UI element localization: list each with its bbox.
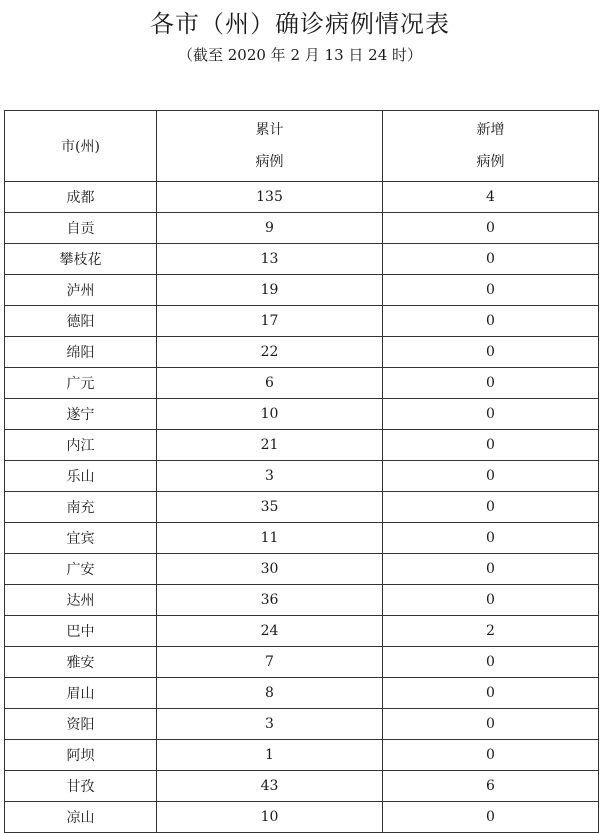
header-cumulative-line2: 病例	[255, 154, 284, 170]
table-row	[5, 771, 599, 802]
city-cell: 广安	[5, 554, 157, 585]
table-row	[5, 678, 599, 709]
city-cell: 绵阳	[5, 337, 157, 368]
table-row	[5, 213, 599, 244]
city-cell: 资阳	[5, 709, 157, 740]
cumulative-cell: 35	[157, 492, 383, 523]
table-row	[5, 709, 599, 740]
new-cell: 0	[383, 802, 599, 833]
city-cell: 巴中	[5, 616, 157, 647]
city-cell: 泸州	[5, 275, 157, 306]
cumulative-cell: 6	[157, 368, 383, 399]
table-row	[5, 337, 599, 368]
cumulative-cell: 11	[157, 523, 383, 554]
cumulative-cell: 135	[157, 182, 383, 213]
cumulative-cell: 43	[157, 771, 383, 802]
table-row	[5, 616, 599, 647]
cumulative-cell: 3	[157, 709, 383, 740]
city-cell: 雅安	[5, 647, 157, 678]
new-cell: 0	[383, 647, 599, 678]
table-header-row	[5, 111, 599, 182]
cumulative-cell: 10	[157, 399, 383, 430]
new-cell: 0	[383, 213, 599, 244]
city-cell: 达州	[5, 585, 157, 616]
new-cell: 0	[383, 709, 599, 740]
city-cell: 广元	[5, 368, 157, 399]
table-row	[5, 461, 599, 492]
city-cell: 南充	[5, 492, 157, 523]
new-cell: 0	[383, 554, 599, 585]
new-cell: 0	[383, 368, 599, 399]
new-cell: 0	[383, 399, 599, 430]
header-new	[383, 111, 599, 182]
cumulative-cell: 1	[157, 740, 383, 771]
city-cell: 阿坝	[5, 740, 157, 771]
new-cell: 0	[383, 430, 599, 461]
header-cumulative-line1: 累计	[255, 122, 284, 138]
table-row	[5, 430, 599, 461]
cumulative-cell: 9	[157, 213, 383, 244]
table-row	[5, 523, 599, 554]
new-cell: 2	[383, 616, 599, 647]
city-cell: 眉山	[5, 678, 157, 709]
city-cell: 凉山	[5, 802, 157, 833]
new-cell: 0	[383, 740, 599, 771]
new-cell: 0	[383, 244, 599, 275]
cumulative-cell: 36	[157, 585, 383, 616]
cumulative-cell: 24	[157, 616, 383, 647]
cumulative-cell: 17	[157, 306, 383, 337]
new-cell: 6	[383, 771, 599, 802]
header-new-line1: 新增	[476, 122, 505, 138]
table-row	[5, 275, 599, 306]
cases-table	[4, 110, 599, 833]
city-cell: 自贡	[5, 213, 157, 244]
page-subtitle: （截至 2020 年 2 月 13 日 24 时）	[177, 46, 423, 64]
city-cell: 内江	[5, 430, 157, 461]
table-row	[5, 554, 599, 585]
city-cell: 宜宾	[5, 523, 157, 554]
cumulative-cell: 21	[157, 430, 383, 461]
new-cell: 0	[383, 275, 599, 306]
table-row	[5, 647, 599, 678]
cumulative-cell: 3	[157, 461, 383, 492]
header-cumulative	[157, 111, 383, 182]
new-cell: 0	[383, 461, 599, 492]
cumulative-cell: 13	[157, 244, 383, 275]
city-cell: 乐山	[5, 461, 157, 492]
table-row	[5, 306, 599, 337]
table-row	[5, 399, 599, 430]
cumulative-cell: 22	[157, 337, 383, 368]
table-row	[5, 740, 599, 771]
new-cell: 0	[383, 523, 599, 554]
cumulative-cell: 30	[157, 554, 383, 585]
header-city: 市(州)	[5, 111, 157, 182]
table-row	[5, 585, 599, 616]
table-row	[5, 244, 599, 275]
table-row	[5, 182, 599, 213]
cumulative-cell: 10	[157, 802, 383, 833]
new-cell: 0	[383, 306, 599, 337]
cumulative-cell: 8	[157, 678, 383, 709]
page-title: 各市（州）确诊病例情况表	[150, 10, 450, 38]
new-cell: 0	[383, 337, 599, 368]
new-cell: 0	[383, 492, 599, 523]
city-cell: 遂宁	[5, 399, 157, 430]
cumulative-cell: 19	[157, 275, 383, 306]
header-new-line2: 病例	[476, 154, 505, 170]
new-cell: 4	[383, 182, 599, 213]
new-cell: 0	[383, 585, 599, 616]
city-cell: 德阳	[5, 306, 157, 337]
table-row	[5, 368, 599, 399]
new-cell: 0	[383, 678, 599, 709]
table-row	[5, 492, 599, 523]
table-body	[5, 182, 599, 833]
cumulative-cell: 7	[157, 647, 383, 678]
city-cell: 攀枝花	[5, 244, 157, 275]
city-cell: 甘孜	[5, 771, 157, 802]
city-cell: 成都	[5, 182, 157, 213]
